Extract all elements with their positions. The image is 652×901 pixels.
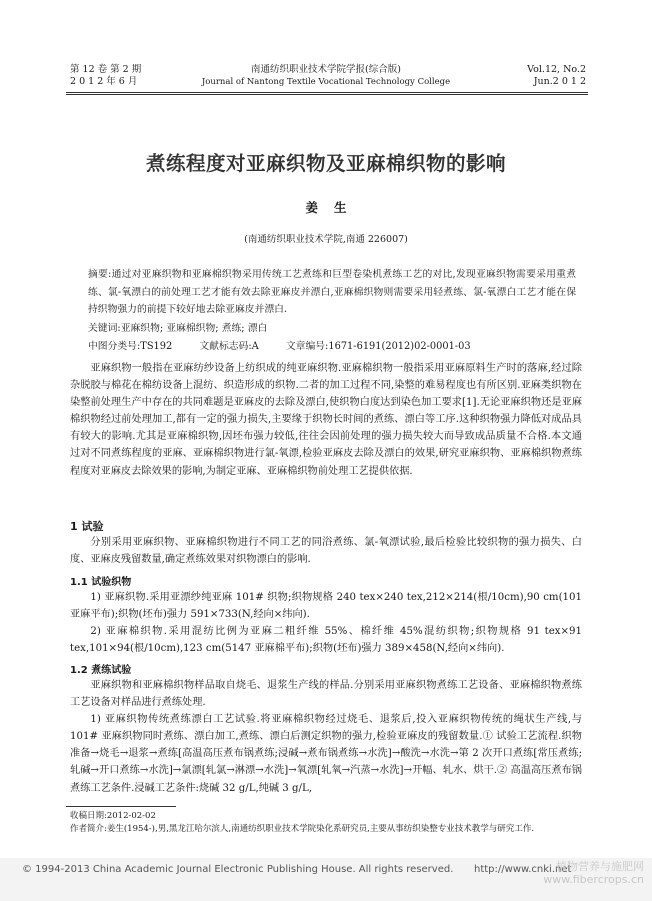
section-1-1-body <box>70 589 582 657</box>
section-1-2-paragraph-1: 亚麻织物和亚麻棉织物样品取自烧毛、退浆生产线的样品.分别采用亚麻织物煮练工艺设备、亚麻棉织物煮练工艺设备对样品进行煮练处理. <box>70 680 582 709</box>
footer-copyright: © 1994-2013 China Academic Journal Electronic Publishing House. All rights reserved. <box>22 864 454 875</box>
section-1-heading: 1 试验 <box>70 520 104 533</box>
header-journal-en: Journal of Nantong Textile Vocational Technology College <box>201 77 451 87</box>
section-1-1-paragraph-2: 2) 亚麻棉织物.采用混纺比例为亚麻二粗纤维 55%、棉纤维 45%混纺织物;织物规格 91 tex×91 tex,101×94(根/10cm),123 cm(5147 亚麻棉平布);织物(坯布)强力 389×458(N,经向×纬向). <box>70 626 582 655</box>
article-author: 姜生 <box>305 200 363 215</box>
section-1-1-heading: 1.1 试验织物 <box>70 577 132 588</box>
section-1-2-body <box>70 677 582 797</box>
article-title: 煮练程度对亚麻织物及亚麻棉织物的影响 <box>145 152 506 175</box>
article-number: 文章编号:1671-6191(2012)02-0001-03 <box>285 341 471 352</box>
abstract <box>88 266 576 319</box>
section-1-2-heading: 1.2 煮练试验 <box>70 665 132 676</box>
document-code: 文献标志码:A <box>199 341 259 352</box>
header-rule-top <box>66 92 588 93</box>
header-rule-bottom <box>66 94 588 95</box>
header-date-cn: 2 0 1 2 年 6 月 <box>70 76 138 87</box>
header-journal-cn: 南通纺织职业技术学院学报(综合版) <box>251 64 401 75</box>
intro-section <box>70 360 582 480</box>
header-volume-en: Vol.12, No.2 <box>527 64 586 75</box>
keywords: 关键词:亚麻织物; 亚麻棉织物; 煮练; 漂白 <box>88 323 268 334</box>
header-volume-cn: 第 12 卷 第 2 期 <box>70 64 142 75</box>
footer-url-link[interactable]: http://www.cnki.net <box>474 864 572 875</box>
abstract-text: 摘要:通过对亚麻织物和亚麻棉织物采用传统工艺煮练和巨型卷染机煮练工艺的对比,发现亚麻织物需要采用重煮练、氯-氧漂白的前处理工艺才能有效去除亚麻皮并漂白,亚麻棉织物则需要采用轻煮练、氯-氧漂白工艺才能在保持织物强力的前提下较好地去除亚麻皮并漂白. <box>88 269 576 315</box>
footnote-received: 收稿日期:2012-02-02 <box>70 811 156 821</box>
header-date-en: Jun.2 0 1 2 <box>533 76 586 87</box>
section-1-body <box>70 534 582 568</box>
watermark-en: www.fibercrops.cn <box>543 873 644 886</box>
classification-line <box>88 338 493 352</box>
class-number: 中图分类号:TS192 <box>88 341 173 352</box>
header-volume-en-block <box>527 64 586 88</box>
section-1-paragraph: 分别采用亚麻织物、亚麻棉织物进行不同工艺的同浴煮练、氯-氧漂试验,最后检验比较织物的强力损失、白度、亚麻皮残留数量,确定煮练效果对织物漂白的影响. <box>70 537 582 566</box>
article-affiliation: (南通纺织职业技术学院,南通 226007) <box>244 234 408 245</box>
footnote-author-bio: 作者简介:姜生(1954-),男,黑龙江哈尔滨人,南通纺织职业技术学院染化系研究员,主要从事纺织染整专业技术教学与研究工作. <box>70 824 535 834</box>
watermark-cn: 植物营养与施肥网 <box>556 860 644 873</box>
footnote-rule <box>66 806 176 807</box>
section-1-2-paragraph-2: 1) 亚麻织物传统煮练漂白工艺试验.将亚麻棉织物经过烧毛、退浆后,投入亚麻织物传统的绳状生产线,与 101# 亚麻织物同时煮练、漂白加工,煮练、漂白后测定织物的强力,检验亚麻皮的残留数量.① 试验工艺流程.织物准备→烧毛→退浆→煮练[高温高压煮布锅煮练;浸碱→煮布锅煮练→水洗]→酸洗→水洗→第 2 次开口煮练[常压煮练;轧碱→开口煮练→水洗]→氯漂[轧氯→淋漂→水洗]→氧漂[轧氧→汽蒸→水洗]→开幅、轧水、烘干.② 高温高压煮布锅煮练工艺条件.浸碱工艺条件:烧碱 32 g/L,纯碱 3 g/L, <box>70 714 582 794</box>
watermark <box>543 860 644 886</box>
section-1-1-paragraph-1: 1) 亚麻织物.采用亚漂纱纯亚麻 101# 织物;织物规格 240 tex×240 tex,212×214(根/10cm),90 cm(101 亚麻平布);织物(坯布)强力 591×733(N,经向×纬向). <box>70 592 582 621</box>
intro-paragraph: 亚麻织物一般指在亚麻纺纱设备上纺织成的纯亚麻织物.亚麻棉织物一般指采用亚麻原料生产时的落麻,经过除杂脱胶与棉花在棉纺设备上混纺、织造形成的织物.二者的加工过程不同,染整的难易程度也有所区别.亚麻类织物在染整前处理生产中存在的共同难题是亚麻皮的去除及漂白,使织物白度达到染色加工要求[1].无论亚麻织物还是亚麻棉织物经过前处理加工,都有一定的强力损失,主要缘于织物长时间的煮练、漂白等工序.这种织物强力降低对成品具有较大的影响.尤其是亚麻棉织物,因坯布强力较低,往往会因前处理的强力损失较大而导致成品质量不合格.本文通过对不同煮练程度的亚麻、亚麻棉织物进行氯-氧漂,检验亚麻皮去除及漂白的效果,研究亚麻织物、亚麻棉织物煮练程度对亚麻皮去除效果的影响,为制定亚麻、亚麻棉织物前处理工艺提供依据. <box>70 363 582 477</box>
